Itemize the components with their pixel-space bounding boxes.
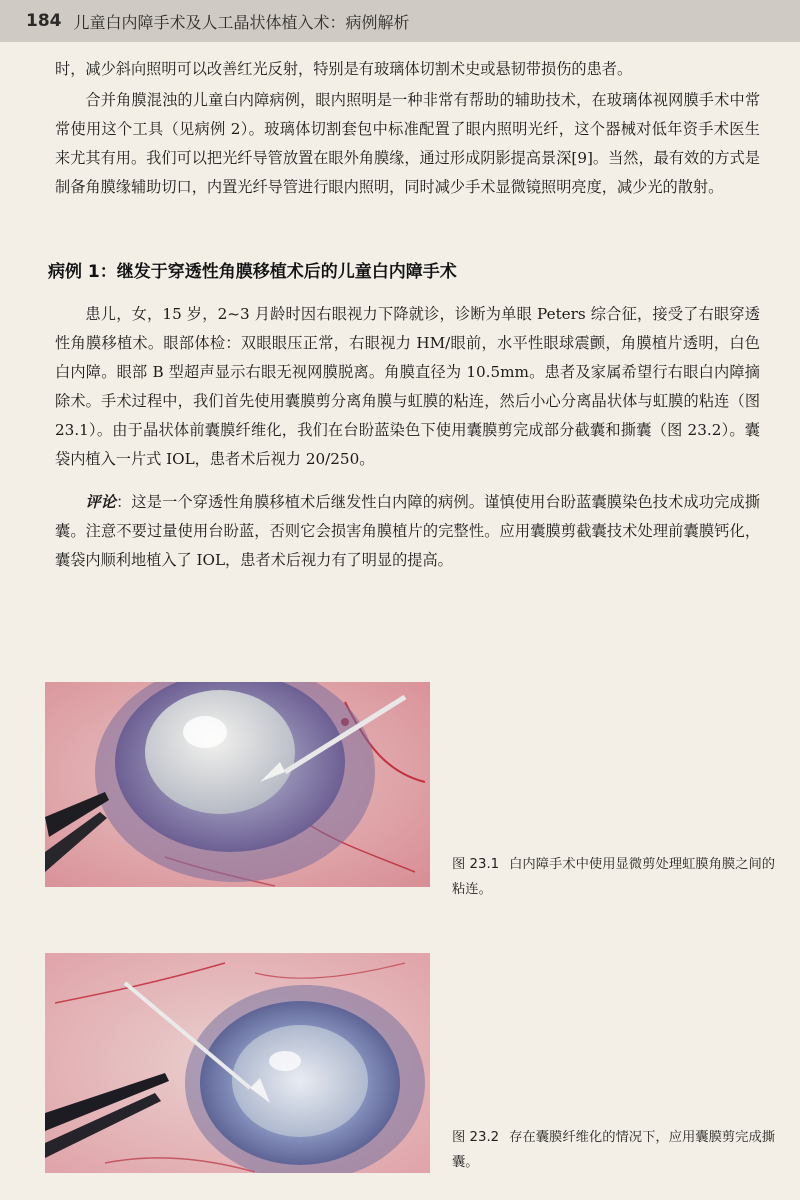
comment-text: ：这是一个穿透性角膜移植术后继发性白内障的病例。谨慎使用台盼蓝囊膜染色技术成功完成撕囊。注意不要过量使用台盼蓝，否则它会损害角膜植片的完整性。应用囊膜剪截囊技术处理前囊膜钙化，囊袋内顺利地植入了 IOL，患者术后视力有了明显的提高。 xyxy=(55,493,761,569)
paragraph-continued: 时，减少斜向照明可以改善红光反射，特别是有玻璃体切割术史或悬韧带损伤的患者。 xyxy=(55,60,633,78)
caption-text: 白内障手术中使用显微剪处理虹膜角膜之间的粘连。 xyxy=(452,857,776,897)
running-title: 儿童白内障手术及人工晶状体植入术：病例解析 xyxy=(73,12,410,32)
paragraph-illumination: 合并角膜混浊的儿童白内障病例，眼内照明是一种非常有帮助的辅助技术，在玻璃体视网膜手术中常常使用这个工具（见病例 2）。玻璃体切割套包中标准配置了眼内照明光纤，这个器械对低年资手术医生来尤其有用。我们可以把光纤导管放置在眼外角膜缘，通过形成阴影提高景深[9]。当然，最有效的方式是制备角膜缘辅助切口，内置光纤导管进行眼内照明，同时减少手术显微镜照明亮度，减少光的散射。 xyxy=(55,91,760,196)
comment-label: 评论 xyxy=(85,493,117,511)
intro-text xyxy=(55,55,760,202)
case-description: 患儿，女，15 岁，2~3 月龄时因右眼视力下降就诊，诊断为单眼 Peters 综合征，接受了右眼穿透性角膜移植术。眼部体检：双眼眼压正常，右眼视力 HM/眼前，水平性眼球震颤，角膜植片透明，白色白内障。眼部 B 型超声显示右眼无视网膜脱离。角膜直径为 10.5mm。患者及家属希望行右眼白内障摘除术。手术过程中，我们首先使用囊膜剪分离角膜与虹膜的粘连，然后小心分离晶状体与虹膜的粘连（图 23.1）。由于晶状体前囊膜纤维化，我们在台盼蓝染色下使用囊膜剪完成部分截囊和撕囊（图 23.2）。囊袋内植入一片式 IOL，患者术后视力 20/250。 xyxy=(55,305,760,468)
figure-23-1-caption xyxy=(452,852,782,902)
case-comment xyxy=(55,488,760,575)
page-header xyxy=(0,0,800,42)
page-number: 184 xyxy=(26,11,62,31)
figure-23-1-photo xyxy=(45,682,430,887)
figure-number: 图 23.2 xyxy=(452,1130,500,1145)
case-text xyxy=(55,300,760,575)
case-heading: 病例 1：继发于穿透性角膜移植术后的儿童白内障手术 xyxy=(48,262,457,282)
figure-23-2-photo xyxy=(45,953,430,1173)
figure-23-2-caption xyxy=(452,1125,782,1175)
figure-number: 图 23.1 xyxy=(452,857,500,872)
caption-text: 存在囊膜纤维化的情况下，应用囊膜剪完成撕囊。 xyxy=(452,1130,776,1170)
